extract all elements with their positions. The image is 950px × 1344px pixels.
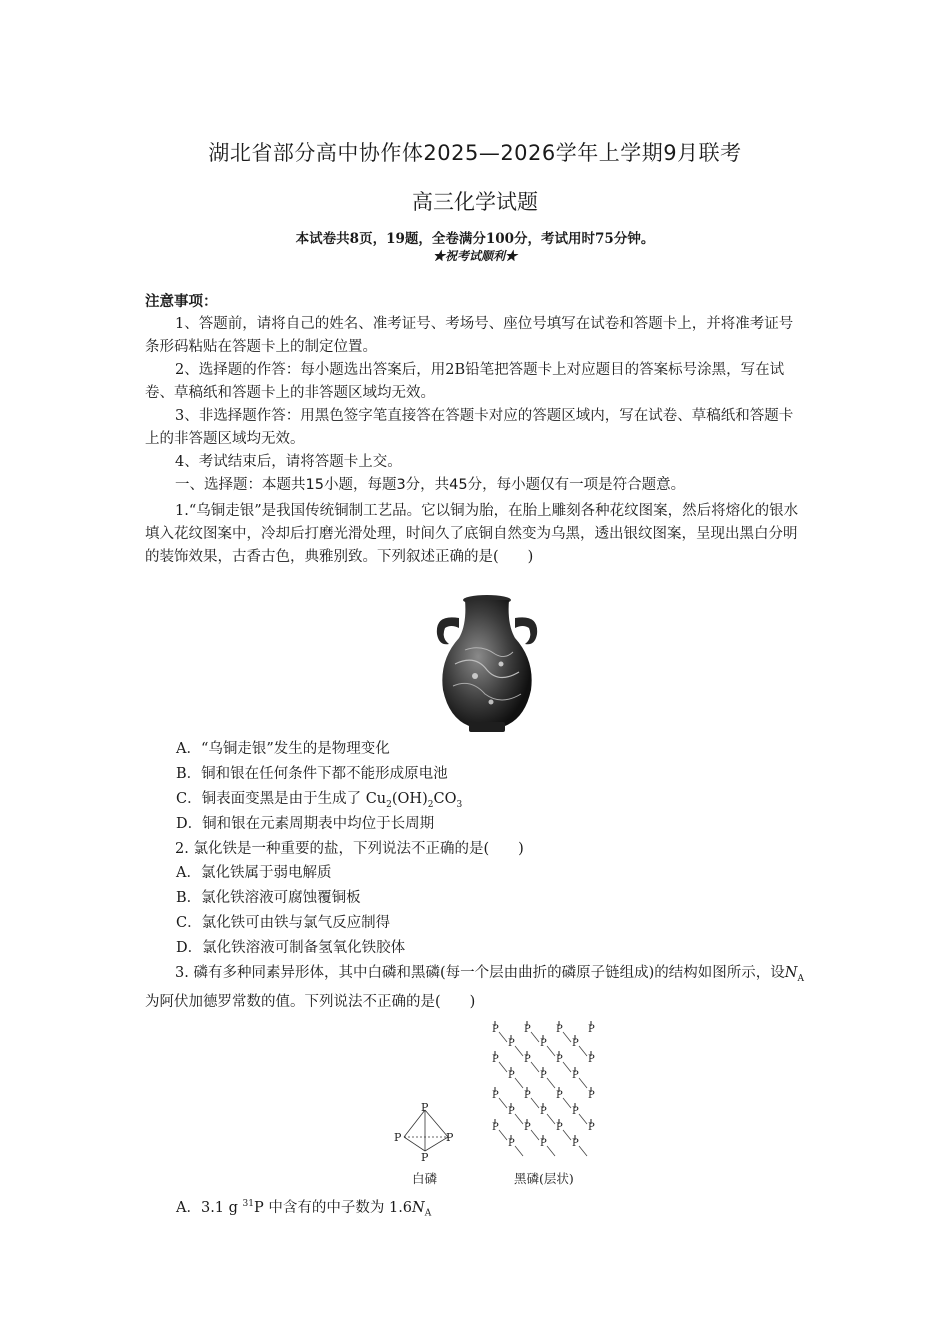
- notice-item-2: 2、选择题的作答：每小题选出答案后，用2B铅笔把答题卡上对应题目的答案标号涂黑，写在试卷、草稿纸和答题卡上的非答题区域均无效。: [145, 362, 785, 401]
- q3-a-text-1: A．3.1 g: [176, 1199, 243, 1216]
- q3-a-na-symbol: N: [412, 1199, 425, 1216]
- bp-atom: P: [524, 1122, 531, 1133]
- bp-atom: P: [556, 1054, 563, 1065]
- q1-c-sub-3: 3: [456, 799, 463, 810]
- vase-image: [425, 594, 550, 734]
- q2-stem: 2. 氯化铁是一种重要的盐，下列说法不正确的是( ): [175, 841, 524, 857]
- bp-bond: [563, 1130, 571, 1140]
- q1-c-text-3: CO: [433, 791, 457, 807]
- bp-bond: [547, 1146, 555, 1156]
- bp-atom: P: [508, 1038, 515, 1049]
- section-prefix: 一、选择题：: [175, 477, 262, 493]
- bp-bond: [531, 1130, 539, 1140]
- bp-atom: P: [492, 1090, 499, 1101]
- section-desc: 本题共15小题，每题3分，共45分，每小题仅有一项是符合题意。: [262, 477, 686, 493]
- bp-bond: [515, 1114, 523, 1124]
- exam-info: 本试卷共8页，19题，全卷满分100分，考试用时75分钟。: [295, 231, 655, 247]
- q1-c-text-2: (OH): [391, 791, 428, 807]
- q1-c-text-1: C．铜表面变黑是由于生成了 Cu: [176, 791, 387, 807]
- bp-atom: P: [540, 1038, 547, 1049]
- bp-bond: [547, 1114, 555, 1124]
- q3-stem-text-2: 为阿伏加德罗常数的值。下列说法不正确的是( ): [145, 993, 476, 1010]
- q1-c-sub-2: 2: [427, 799, 434, 810]
- bp-bond: [515, 1046, 523, 1056]
- q1-option-a: A．“乌铜走银”发生的是物理变化: [176, 741, 390, 757]
- bp-atom: P: [588, 1024, 595, 1035]
- wp-atom-left: P: [394, 1131, 402, 1144]
- bp-bond: [531, 1098, 539, 1108]
- q1-stem: 1.“乌铜走银”是我国传统铜制工艺品。它以铜为胎，在胎上雕刻各种花纹图案，然后将熔化的银水填入花纹图案中，冷却后打磨光滑处理，时间久了底铜自然变为乌黑，透出银纹图案，呈现出黑白分明的装饰效果，古香古色，典雅别致。下列叙述正确的是( ): [145, 503, 799, 565]
- bp-bond: [499, 1130, 507, 1140]
- notice-item-3: 3、非选择题作答：用黑色签字笔直接答在答题卡对应的答题区域内，写在试卷、草稿纸和答题卡上的非答题区域均无效。: [145, 408, 794, 447]
- bp-bond: [579, 1146, 587, 1156]
- bp-bond: [531, 1062, 539, 1072]
- bp-bond: [515, 1078, 523, 1088]
- bp-atom: P: [508, 1070, 515, 1081]
- notice-heading: 注意事项：: [145, 293, 218, 310]
- q1-option-b: B．铜和银在任何条件下都不能形成原电池: [176, 766, 448, 782]
- q2-option-c: C．氯化铁可由铁与氯气反应制得: [176, 915, 391, 931]
- q2-option-d: D．氯化铁溶液可制备氢氧化铁胶体: [176, 940, 406, 956]
- bp-atom: P: [572, 1038, 579, 1049]
- q1-option-d: D．铜和银在元素周期表中均位于长周期: [176, 816, 435, 832]
- bp-atom: P: [492, 1024, 499, 1035]
- q2-option-a: A．氯化铁属于弱电解质: [176, 865, 332, 881]
- wp-atom-right: P: [446, 1131, 454, 1144]
- q3-a-sup: 31: [242, 1199, 254, 1209]
- bp-atom: P: [524, 1054, 531, 1065]
- bp-atom: P: [508, 1106, 515, 1117]
- bp-bond: [499, 1032, 507, 1042]
- bp-atom: P: [508, 1138, 515, 1149]
- q3-a-text-2: P 中含有的中子数为 1.6: [254, 1199, 413, 1216]
- q2-option-b: B．氯化铁溶液可腐蚀覆铜板: [176, 890, 361, 906]
- bp-bond: [499, 1098, 507, 1108]
- notice-item-4: 4、考试结束后，请将答题卡上交。: [175, 454, 402, 470]
- bp-bond: [547, 1078, 555, 1088]
- black-phosphorus: [492, 1021, 595, 1156]
- bp-bond: [563, 1098, 571, 1108]
- q3-na-symbol: N: [784, 965, 798, 981]
- q1-c-sub-1: 2: [386, 799, 392, 810]
- bp-bond: [563, 1062, 571, 1072]
- q3-stem: [145, 962, 807, 1014]
- phosphorus-structure-diagram: [390, 1018, 620, 1190]
- label-black-phosphorus: 黑磷(层状): [514, 1171, 574, 1186]
- bp-atom: P: [556, 1090, 563, 1101]
- wp-atom-bottom: P: [421, 1151, 429, 1164]
- blessing: ★祝考试顺利★: [432, 249, 517, 263]
- notice-item-1: 1、答题前，请将自己的姓名、准考证号、考场号、座位号填写在试卷和答题卡上，并将准考证号条形码粘贴在答题卡上的制定位置。: [145, 316, 794, 355]
- exam-title: 湖北省部分高中协作体2025—2026学年上学期9月联考: [208, 141, 742, 165]
- bp-atom: P: [524, 1024, 531, 1035]
- exam-subtitle: 高三化学试题: [412, 190, 538, 214]
- bp-atom: P: [588, 1122, 595, 1133]
- bp-atom: P: [492, 1054, 499, 1065]
- bp-atom: P: [540, 1106, 547, 1117]
- bp-atom: P: [556, 1122, 563, 1133]
- bp-atom: P: [556, 1024, 563, 1035]
- section-heading: [145, 474, 807, 497]
- bp-bond: [499, 1062, 507, 1072]
- q3-option-a: [176, 1193, 431, 1226]
- bp-bond: [531, 1032, 539, 1042]
- white-phosphorus: [404, 1110, 448, 1151]
- bp-bond: [579, 1046, 587, 1056]
- bp-atom: P: [588, 1054, 595, 1065]
- bp-atom: P: [572, 1138, 579, 1149]
- bp-atom: P: [540, 1138, 547, 1149]
- label-white-phosphorus: 白磷: [412, 1171, 438, 1186]
- bp-bond: [563, 1032, 571, 1042]
- q3-na-sub: A: [797, 973, 804, 984]
- bp-bond: [547, 1046, 555, 1056]
- bp-bond: [579, 1078, 587, 1088]
- bp-bond: [515, 1146, 523, 1156]
- bp-atom: P: [572, 1070, 579, 1081]
- bp-atom: P: [492, 1122, 499, 1133]
- bp-atom: P: [572, 1106, 579, 1117]
- q3-stem-text-1: 3. 磷有多种同素异形体，其中白磷和黑磷(每一个层由曲折的磷原子链组成)的结构如图所示，设: [175, 965, 785, 981]
- wp-atom-top: P: [421, 1101, 429, 1114]
- bp-bond: [579, 1114, 587, 1124]
- bp-atom: P: [540, 1070, 547, 1081]
- bp-atom: P: [588, 1090, 595, 1101]
- bp-atom: P: [524, 1090, 531, 1101]
- q3-a-na-sub: A: [424, 1208, 432, 1219]
